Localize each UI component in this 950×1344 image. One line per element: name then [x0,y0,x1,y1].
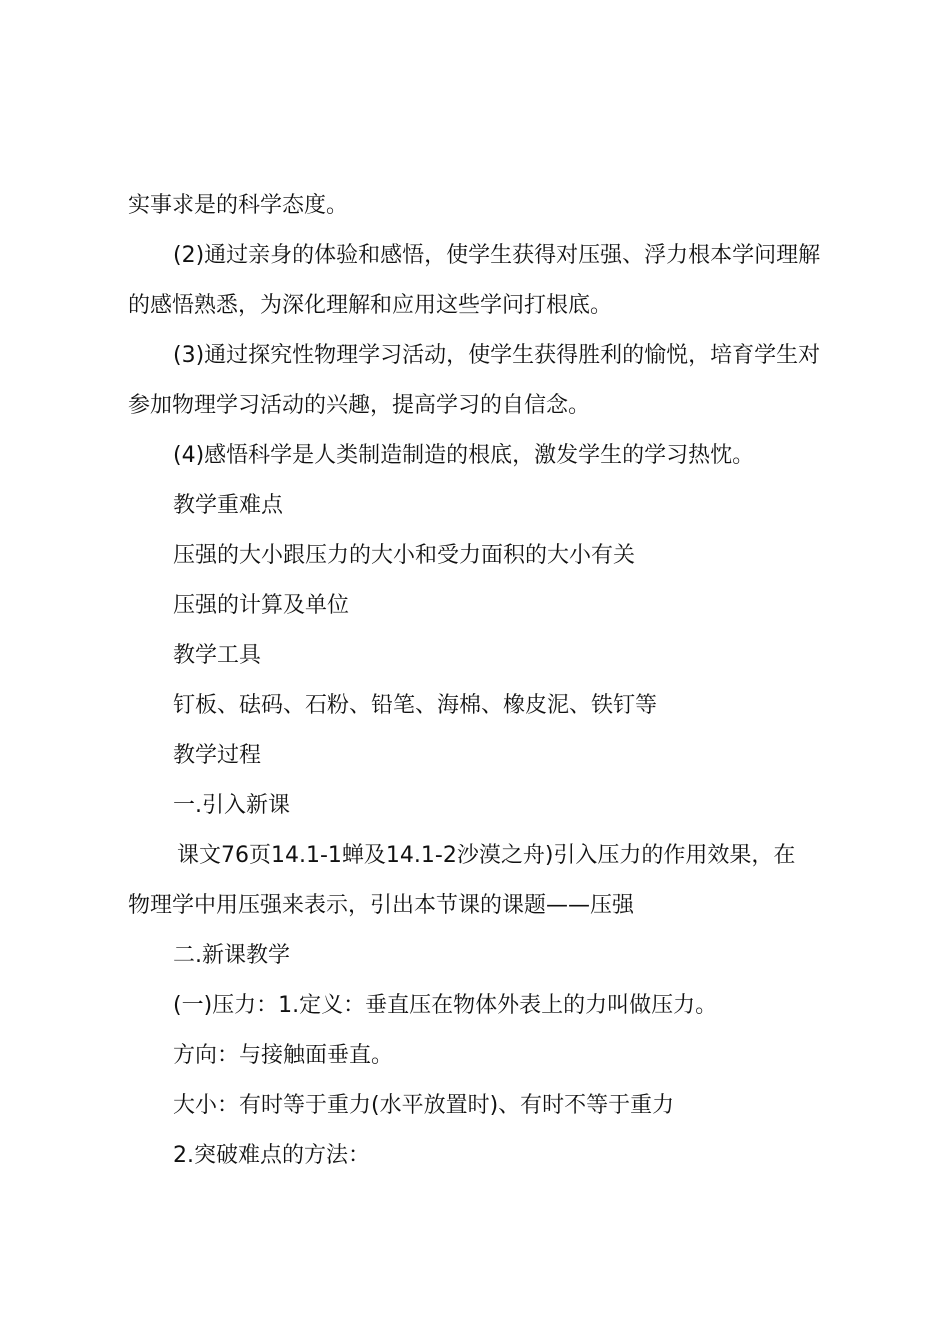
text-line: 方向：与接触面垂直。 [173,1043,394,1068]
text-line: 钉板、砝码、石粉、铅笔、海棉、橡皮泥、铁钉等 [173,693,658,718]
text-line: (3)通过探究性物理学习活动，使学生获得胜利的愉悦，培育学生对 [173,343,821,368]
text-line: (2)通过亲身的体验和感悟，使学生获得对压强、浮力根本学问理解 [173,243,821,268]
text-line: 实事求是的科学态度。 [128,193,349,218]
section-heading: 二.新课教学 [173,943,290,968]
text-line: 2.突破难点的方法： [173,1143,370,1168]
text-line: (一)压力：1.定义：垂直压在物体外表上的力叫做压力。 [173,993,718,1018]
section-heading: 教学过程 [173,743,262,768]
text-line: (4)感悟科学是人类制造制造的根底，激发学生的学习热忱。 [173,443,755,468]
text-line: 大小：有时等于重力(水平放置时)、有时不等于重力 [173,1093,675,1118]
section-heading: 一.引入新课 [173,793,290,818]
section-heading: 教学重难点 [173,493,284,518]
section-heading: 教学工具 [173,643,262,668]
text-line: 压强的计算及单位 [173,593,350,618]
text-line: 物理学中用压强来表示，引出本节课的课题——压强 [128,893,635,918]
text-line: 压强的大小跟压力的大小和受力面积的大小有关 [173,543,636,568]
text-line: 的感悟熟悉，为深化理解和应用这些学问打根底。 [128,293,613,318]
text-line: 参加物理学习活动的兴趣，提高学习的自信念。 [128,393,591,418]
text-line: 课文76页14.1-1蝉及14.1-2沙漠之舟)引入压力的作用效果，在 [177,843,796,868]
